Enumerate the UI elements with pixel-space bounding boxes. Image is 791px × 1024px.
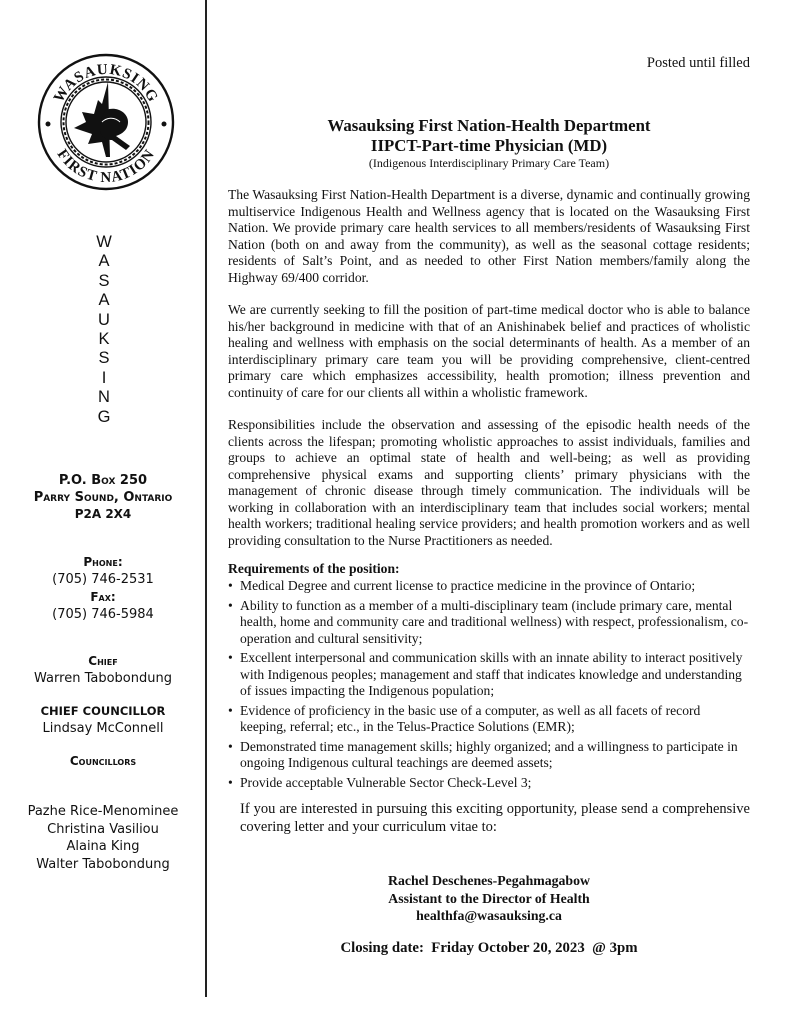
intro-paragraph: The Wasauksing First Nation-Health Department is a diverse, dynamic and continually growing multiservice Indigenous Health and Wellness agency that is located on the Wasauksing First Nation. We provide primary care health services to all members/residents of Wasauksing First Nation (both on and away from the community), as well as the seasonal cottage residents; residents of Salt’s Point, and as needed to other First Nation members/family along the Highway 69/400 corridor. <box>228 187 750 285</box>
application-instructions: If you are interested in pursuing this exciting opportunity, please send a comprehensive covering letter and your curriculum vitae to: <box>240 801 750 835</box>
fax-label: Fax: <box>90 590 116 604</box>
address-line1: P.O. Box 250 <box>58 473 148 488</box>
letter: K <box>98 330 110 349</box>
sidebar-divider <box>205 0 207 997</box>
contact-person <box>228 872 750 925</box>
contact-numbers <box>0 554 206 624</box>
letter: A <box>98 291 110 310</box>
department-title: Wasauksing First Nation-Health Department <box>327 116 651 135</box>
chief-councillor-name: Lindsay McConnell <box>42 721 164 736</box>
requirements-heading: Requirements of the position: <box>228 561 400 576</box>
contact-title: Assistant to the Director of Health <box>388 890 590 906</box>
phone-label: Phone: <box>83 555 123 569</box>
councillor-name: Pazhe Rice-Menominee <box>27 804 179 819</box>
fax-number: (705) 746-5984 <box>52 607 154 622</box>
requirement-item: • Demonstrated time management skills; highly organized; and a willingness to participate in ongoing Indigenous cultural teachings are deemed assets; <box>228 739 750 772</box>
position-paragraph: We are currently seeking to fill the position of part-time medical doctor who is able to balance his/her background in medicine with that of an Anishinabek belief and practices of wholistic healing and wellness with emphasis on the social determinants of health. As a member of an interdisciplinary primary care team you will be providing comprehensive, client-centred primary care which emphasizes accessibility, health promotion; illness prevention and continuity of care for our clients all within a wholistic framework. <box>228 302 750 400</box>
requirement-item: • Provide acceptable Vulnerable Sector Check-Level 3; <box>228 775 750 792</box>
requirement-item: • Excellent interpersonal and communication skills with an innate ability to interact positively with Indigenous peoples; management and staff that indicates knowledge and understanding of issues impacting the Indigenous population; <box>228 650 750 700</box>
letter: G <box>97 407 111 426</box>
postal-code: P2A 2X4 <box>74 507 132 521</box>
mailing-address <box>0 472 206 523</box>
letterhead-sidebar <box>0 0 206 1024</box>
councillors-label: Councillors <box>69 754 137 768</box>
wasauksing-logo <box>36 52 176 192</box>
requirement-item: • Medical Degree and current license to practice medicine in the province of Ontario; <box>228 578 750 595</box>
requirement-item: • Evidence of proficiency in the basic use of a computer, as well as all facets of record keeping, referral; etc., in the Telus-Practice Solutions (EMR); <box>228 703 750 736</box>
letter: I <box>101 368 107 387</box>
letter: S <box>98 349 110 368</box>
contact-email-link[interactable]: healthfa@wasauksing.ca <box>416 908 562 923</box>
svg-text:FIRST NATION: FIRST NATION <box>53 146 159 187</box>
councillor-list <box>0 803 206 873</box>
contact-name: Rachel Deschenes-Pegahmagabow <box>388 873 590 888</box>
councillor-name: Alaina King <box>66 839 140 854</box>
letter: S <box>98 271 110 290</box>
responsibilities-paragraph: Responsibilities include the observation and assessing of the episodic health needs of the clients across the lifespan; promoting wholistic approaches to assist individuals, families and groups to achieve an optimal state of health and well-being; as well as providing comprehensive physical exams and supporting clients’ primary physicians with the management of chronic disease through timely communication. The individuals will be working in collaboration with an interdisciplinary team that includes social workers; mental health workers; traditional healing service providers; and health promotion workers and as well providing consultation to the Nurse Practitioners as needed. <box>228 417 750 548</box>
address-line2: Parry Sound, Ontario <box>33 490 173 505</box>
chief-councillor-block <box>0 702 206 738</box>
requirements-list <box>228 578 750 794</box>
vertical-community-name <box>82 233 126 427</box>
phone-number: (705) 746-2531 <box>52 572 154 587</box>
svg-text:WASAUKSING: WASAUKSING <box>50 61 162 106</box>
chief-label: Chief <box>88 654 118 668</box>
chief-name: Warren Tabobondung <box>34 671 172 686</box>
letter: N <box>98 388 110 407</box>
councillor-name: Christina Vasiliou <box>47 821 159 837</box>
chief-councillor-label: CHIEF COUNCILLOR <box>40 704 166 718</box>
letter: W <box>96 233 112 251</box>
letter: A <box>98 252 110 271</box>
position-title: IIPCT-Part-time Physician (MD) <box>370 136 608 155</box>
position-subtitle: (Indigenous Interdisciplinary Primary Care Team) <box>368 156 610 170</box>
posted-status: Posted until filled <box>646 55 750 71</box>
requirement-item: • Ability to function as a member of a multi-disciplinary team (include primary care, mental health, home and community care and traditional wellness) with respect, professionalism, co-operation and cultural sensitivity; <box>228 598 750 648</box>
chief-block <box>0 652 206 688</box>
closing-date: Closing date: Friday October 20, 2023 @ 3pm <box>340 940 638 956</box>
councillor-name: Walter Tabobondung <box>36 856 170 872</box>
posting-header <box>228 116 750 170</box>
letter: U <box>98 310 110 329</box>
